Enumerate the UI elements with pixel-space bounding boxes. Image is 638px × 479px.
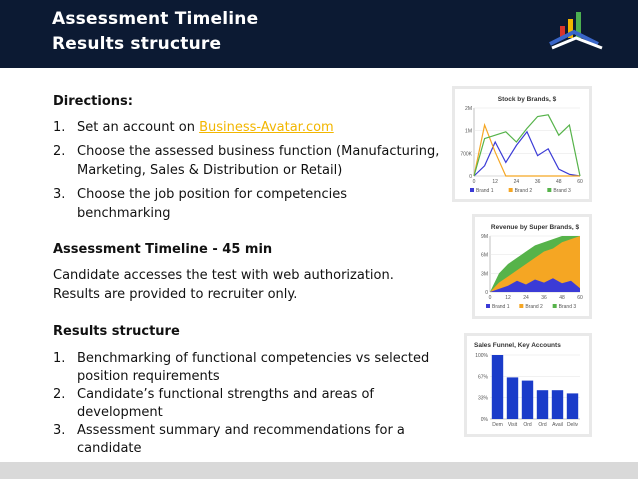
slide-header <box>0 0 638 68</box>
x-tick-label: Dem <box>492 422 503 428</box>
business-avatar-logo-icon <box>546 8 608 56</box>
legend-swatch <box>486 304 490 308</box>
x-tick-label: 12 <box>492 179 498 185</box>
x-tick-label: 60 <box>577 295 583 301</box>
funnel-bar <box>507 377 518 419</box>
x-tick-label: 36 <box>541 295 547 301</box>
x-tick-label: 0 <box>488 295 492 301</box>
legend-swatch <box>547 188 551 192</box>
legend-label: Brand 3 <box>553 188 571 194</box>
y-tick-label: 100% <box>475 353 488 359</box>
funnel-bar <box>537 390 548 419</box>
list-item: 3. Assessment summary and recommendations for a candidate <box>53 423 405 456</box>
timeline-heading: Assessment Timeline - 45 min <box>53 242 273 257</box>
y-tick-label: 67% <box>477 374 488 381</box>
y-tick-label: 0 <box>469 174 472 180</box>
funnel-bar <box>492 355 503 419</box>
x-tick-label: Avail <box>552 422 563 428</box>
y-tick-label: 1M <box>465 128 472 135</box>
x-tick-label: 48 <box>559 295 565 301</box>
legend-swatch <box>509 188 513 192</box>
x-tick-label: 60 <box>577 179 583 185</box>
chart-title: Sales Funnel, Key Accounts <box>474 342 561 349</box>
slide-body <box>53 92 443 458</box>
x-tick-label: Visit <box>507 422 518 428</box>
y-tick-label: 2M <box>465 106 472 112</box>
directions-heading: Directions: <box>53 94 133 109</box>
x-tick-label: Deliv <box>566 422 579 428</box>
legend-label: Brand 2 <box>525 304 543 310</box>
results-heading: Results structure <box>53 324 180 339</box>
revenue-chart <box>472 214 592 319</box>
stock-chart-thumbnail <box>452 86 592 202</box>
chart-title: Revenue by Super Brands, $ <box>490 224 580 231</box>
timeline-line-1: Candidate accesses the test with web authorization. <box>53 268 394 283</box>
x-tick-label: 48 <box>556 179 562 185</box>
slide-title: Assessment Timeline <box>52 9 259 29</box>
y-tick-label: 0% <box>480 417 488 423</box>
timeline-line-2: Results are provided to recruiter only. <box>53 287 298 302</box>
results-list <box>53 350 443 458</box>
legend-swatch <box>519 304 523 308</box>
legend-label: Brand 1 <box>492 304 510 310</box>
legend-swatch <box>553 304 557 308</box>
legend-label: Brand 1 <box>476 188 494 194</box>
x-tick-label: 36 <box>534 179 541 185</box>
y-tick-label: 6M <box>481 252 488 259</box>
x-tick-label: 0 <box>472 179 476 185</box>
x-tick-label: Ord <box>523 422 532 428</box>
legend-label: Brand 2 <box>514 188 533 194</box>
funnel-bar <box>552 390 563 419</box>
chart-title: Stock by Brands, $ <box>497 96 557 103</box>
footer-bar <box>0 462 638 479</box>
funnel-chart <box>464 333 592 437</box>
list-item: 1. Set an account on Business-Avatar.com <box>53 120 334 135</box>
y-tick-label: 9M <box>481 234 488 240</box>
directions-list <box>53 118 443 223</box>
legend-swatch <box>470 188 474 192</box>
business-avatar-link[interactable]: Business-Avatar.com <box>199 120 334 135</box>
y-tick-label: 0 <box>485 290 488 296</box>
list-item: 1. Benchmarking of functional competencies vs selected position requirements <box>53 351 430 384</box>
y-tick-label: 700K <box>460 151 472 158</box>
x-tick-label: 24 <box>513 179 520 185</box>
stock-chart <box>452 86 592 202</box>
x-tick-label: 12 <box>505 295 511 301</box>
list-item: 2. Choose the assessed business function (Manufacturing, Marketing, Sales & Distribution or Retail) <box>53 144 440 178</box>
y-tick-label: 33% <box>477 395 488 402</box>
list-item: 3. Choose the job position for competencies benchmarking <box>53 187 348 221</box>
funnel-bar <box>567 393 578 419</box>
legend-label: Brand 3 <box>558 304 577 310</box>
x-tick-label: 24 <box>523 295 529 301</box>
list-item: 2. Candidate’s functional strengths and areas of development <box>53 387 374 420</box>
x-tick-label: Ord <box>538 422 547 428</box>
revenue-chart-thumbnail <box>472 214 592 319</box>
funnel-bar <box>522 381 533 419</box>
y-tick-label: 3M <box>481 271 488 278</box>
slide-subtitle: Results structure <box>52 34 222 54</box>
funnel-chart-thumbnail <box>464 333 592 437</box>
